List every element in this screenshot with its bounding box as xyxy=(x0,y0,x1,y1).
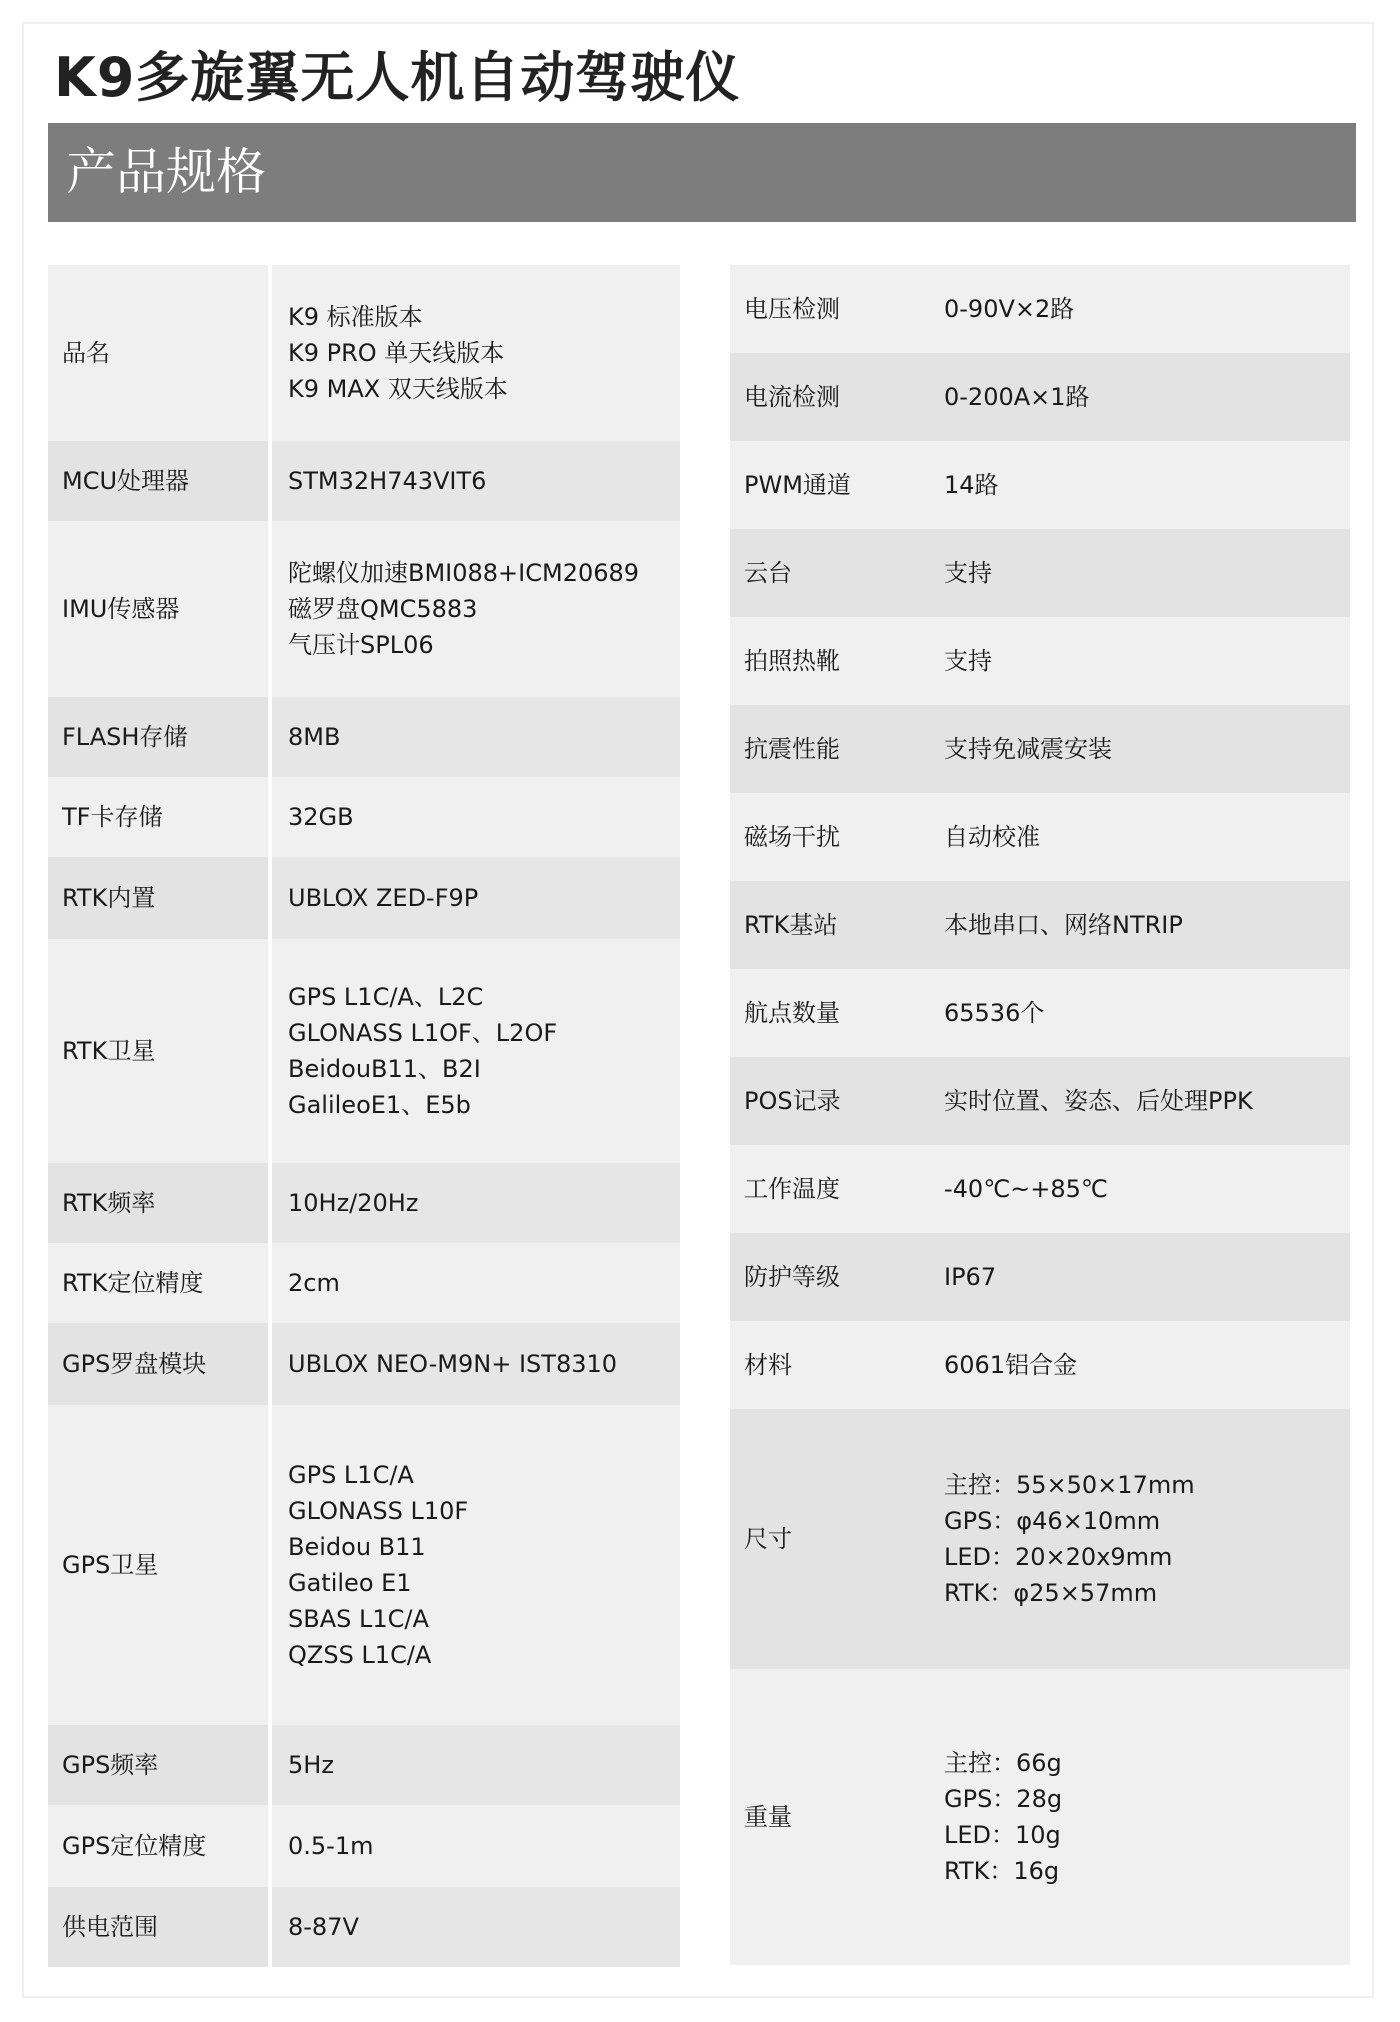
spec-values xyxy=(272,697,680,777)
spec-row xyxy=(730,1321,1350,1409)
spec-row xyxy=(48,1887,680,1967)
spec-values xyxy=(272,939,680,1163)
spec-values xyxy=(936,1145,1350,1233)
spec-values xyxy=(936,1233,1350,1321)
spec-value: 支持 xyxy=(944,647,992,675)
spec-value: 8MB xyxy=(288,723,341,751)
spec-value: GPS L1C/A xyxy=(288,1461,414,1489)
spec-label: RTK定位精度 xyxy=(62,1269,204,1297)
spec-values xyxy=(936,969,1350,1057)
spec-row xyxy=(730,881,1350,969)
spec-row xyxy=(730,1233,1350,1321)
spec-value: 气压计SPL06 xyxy=(288,631,434,659)
section-banner xyxy=(48,123,1356,222)
spec-value: RTK：16g xyxy=(944,1857,1060,1885)
spec-value: 10Hz/20Hz xyxy=(288,1189,419,1217)
spec-value: UBLOX NEO-M9N+ IST8310 xyxy=(288,1350,618,1378)
spec-row xyxy=(48,1323,680,1405)
spec-label: RTK频率 xyxy=(62,1189,156,1217)
spec-row xyxy=(730,705,1350,793)
spec-row xyxy=(730,793,1350,881)
spec-row xyxy=(730,441,1350,529)
spec-value: Beidou B11 xyxy=(288,1533,426,1561)
spec-label: FLASH存储 xyxy=(62,723,188,751)
spec-value: GalileoE1、E5b xyxy=(288,1091,471,1119)
section-title: 产品规格 xyxy=(66,143,266,201)
spec-value: 主控：55×50×17mm xyxy=(944,1471,1195,1499)
spec-row xyxy=(48,1805,680,1887)
spec-row xyxy=(48,857,680,939)
spec-value: -40℃~+85℃ xyxy=(944,1175,1108,1203)
spec-values xyxy=(272,521,680,697)
spec-value: GPS L1C/A、L2C xyxy=(288,983,484,1011)
spec-value: K9 MAX 双天线版本 xyxy=(288,375,508,403)
spec-label: 电压检测 xyxy=(744,295,840,323)
spec-label: 抗震性能 xyxy=(744,735,840,763)
spec-label: TF卡存储 xyxy=(62,803,163,831)
spec-row xyxy=(48,1243,680,1323)
spec-label: 材料 xyxy=(744,1351,792,1379)
spec-values xyxy=(272,1243,680,1323)
spec-label: 电流检测 xyxy=(744,383,840,411)
spec-value: K9 标准版本 xyxy=(288,303,423,331)
spec-label: POS记录 xyxy=(744,1087,841,1115)
spec-value: 6061铝合金 xyxy=(944,1351,1078,1379)
spec-values xyxy=(936,1321,1350,1409)
spec-label: 工作温度 xyxy=(744,1175,840,1203)
spec-values xyxy=(936,441,1350,529)
spec-row xyxy=(48,1725,680,1805)
spec-label: GPS频率 xyxy=(62,1751,159,1779)
spec-values xyxy=(936,265,1350,353)
spec-label: 防护等级 xyxy=(744,1263,840,1291)
spec-values xyxy=(936,353,1350,441)
spec-value: 自动校准 xyxy=(944,823,1040,851)
spec-row xyxy=(730,1145,1350,1233)
spec-value: GLONASS L10F xyxy=(288,1497,469,1525)
spec-label: 品名 xyxy=(62,339,110,367)
spec-value: 陀螺仪加速BMI088+ICM20689 xyxy=(288,559,640,587)
spec-values xyxy=(272,1805,680,1887)
spec-values xyxy=(272,1405,680,1725)
spec-value: 8-87V xyxy=(288,1913,359,1941)
spec-label: GPS卫星 xyxy=(62,1551,159,1579)
spec-row xyxy=(48,777,680,857)
spec-value: LED：10g xyxy=(944,1821,1061,1849)
spec-value: 支持免减震安装 xyxy=(944,735,1112,763)
spec-values xyxy=(936,1409,1350,1669)
spec-value: 5Hz xyxy=(288,1751,334,1779)
spec-label: IMU传感器 xyxy=(62,595,180,623)
spec-value: QZSS L1C/A xyxy=(288,1641,432,1669)
spec-value: 磁罗盘QMC5883 xyxy=(288,595,478,623)
spec-label: 航点数量 xyxy=(744,999,840,1027)
spec-values xyxy=(272,265,680,441)
spec-label: RTK卫星 xyxy=(62,1037,156,1065)
spec-row xyxy=(48,521,680,697)
spec-values xyxy=(272,857,680,939)
spec-values xyxy=(272,1887,680,1967)
spec-values xyxy=(936,1669,1350,1965)
spec-value: BeidouB11、B2I xyxy=(288,1055,481,1083)
spec-label: GPS定位精度 xyxy=(62,1832,207,1860)
spec-value: 65536个 xyxy=(944,999,1045,1027)
spec-label: MCU处理器 xyxy=(62,467,190,495)
spec-value: 0-90V×2路 xyxy=(944,295,1075,323)
spec-label: 尺寸 xyxy=(744,1525,792,1553)
spec-values xyxy=(272,441,680,521)
spec-value: 2cm xyxy=(288,1269,340,1297)
spec-label: 重量 xyxy=(744,1803,792,1831)
spec-value: 14路 xyxy=(944,471,999,499)
spec-value: STM32H743VIT6 xyxy=(288,467,487,495)
spec-value: 本地串口、网络NTRIP xyxy=(944,911,1183,939)
spec-label: RTK内置 xyxy=(62,884,156,912)
spec-values xyxy=(936,529,1350,617)
spec-value: 0.5-1m xyxy=(288,1832,374,1860)
spec-value: SBAS L1C/A xyxy=(288,1605,429,1633)
spec-row xyxy=(730,1409,1350,1669)
spec-value: GLONASS L1OF、L2OF xyxy=(288,1019,558,1047)
spec-values xyxy=(272,777,680,857)
spec-row xyxy=(730,353,1350,441)
spec-value: 实时位置、姿态、后处理PPK xyxy=(944,1087,1253,1115)
spec-values xyxy=(272,1323,680,1405)
spec-label: 磁场干扰 xyxy=(744,823,840,851)
spec-value: UBLOX ZED-F9P xyxy=(288,884,479,912)
spec-row xyxy=(730,1057,1350,1145)
spec-value: LED：20×20x9mm xyxy=(944,1543,1173,1571)
spec-value: 32GB xyxy=(288,803,354,831)
spec-label: GPS罗盘模块 xyxy=(62,1350,207,1378)
spec-row xyxy=(48,441,680,521)
spec-values xyxy=(272,1163,680,1243)
spec-table-left xyxy=(48,265,680,1967)
spec-value: K9 PRO 单天线版本 xyxy=(288,339,505,367)
spec-row xyxy=(48,1163,680,1243)
spec-value: RTK：φ25×57mm xyxy=(944,1579,1158,1607)
spec-label: 拍照热靴 xyxy=(744,647,840,675)
spec-row xyxy=(730,265,1350,353)
spec-row xyxy=(730,1669,1350,1965)
spec-values xyxy=(936,793,1350,881)
spec-values xyxy=(272,1725,680,1805)
spec-row xyxy=(48,1405,680,1725)
spec-row xyxy=(730,529,1350,617)
spec-label: PWM通道 xyxy=(744,471,851,499)
spec-values xyxy=(936,705,1350,793)
spec-label: RTK基站 xyxy=(744,911,838,939)
spec-row xyxy=(48,939,680,1163)
spec-label: 云台 xyxy=(744,559,792,587)
spec-values xyxy=(936,881,1350,969)
spec-value: Gatileo E1 xyxy=(288,1569,412,1597)
spec-row xyxy=(48,265,680,441)
spec-row xyxy=(730,969,1350,1057)
spec-value: 支持 xyxy=(944,559,992,587)
spec-value: 主控：66g xyxy=(944,1749,1062,1777)
spec-value: IP67 xyxy=(944,1263,997,1291)
spec-row xyxy=(48,697,680,777)
spec-table-right xyxy=(730,265,1350,1965)
spec-value: 0-200A×1路 xyxy=(944,383,1090,411)
spec-value: GPS：28g xyxy=(944,1785,1063,1813)
spec-values xyxy=(936,617,1350,705)
spec-label: 供电范围 xyxy=(62,1913,158,1941)
spec-values xyxy=(936,1057,1350,1145)
spec-row xyxy=(730,617,1350,705)
page-title: K9多旋翼无人机自动驾驶仪 xyxy=(54,46,741,109)
spec-value: GPS：φ46×10mm xyxy=(944,1507,1161,1535)
